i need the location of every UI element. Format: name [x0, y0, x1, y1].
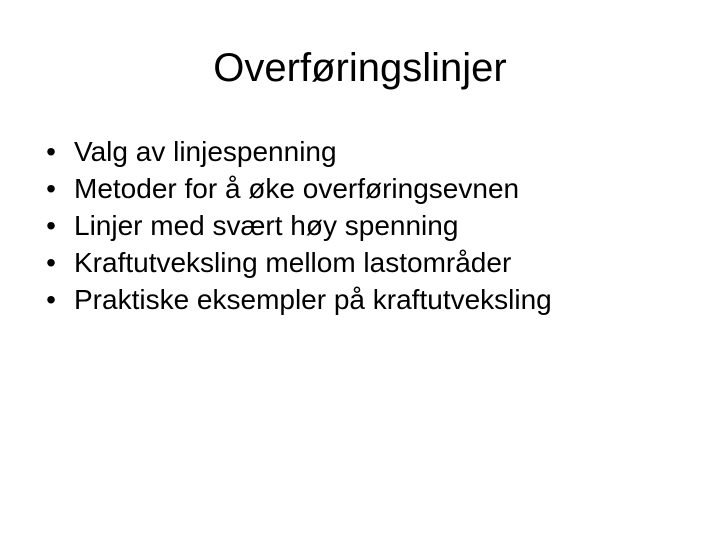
- bullet-text: Metoder for å øke overføringsevnen: [74, 173, 520, 204]
- slide-title: Overføringslinjer: [213, 46, 507, 90]
- bullet-icon: •: [46, 173, 56, 204]
- bullet-icon: •: [46, 136, 56, 167]
- list-item: [44, 281, 552, 318]
- bullet-icon: •: [46, 210, 56, 241]
- list-item: [44, 170, 552, 207]
- bullet-list: [44, 133, 552, 318]
- bullet-text: Praktiske eksempler på kraftutveksling: [74, 284, 552, 315]
- list-item: [44, 244, 552, 281]
- bullet-icon: •: [46, 247, 56, 278]
- bullet-text: Valg av linjespenning: [74, 136, 337, 167]
- list-item: [44, 133, 552, 170]
- bullet-text: Kraftutveksling mellom lastområder: [74, 247, 512, 278]
- bullet-icon: •: [46, 284, 56, 315]
- list-item: [44, 207, 552, 244]
- bullet-text: Linjer med svært høy spenning: [74, 210, 459, 241]
